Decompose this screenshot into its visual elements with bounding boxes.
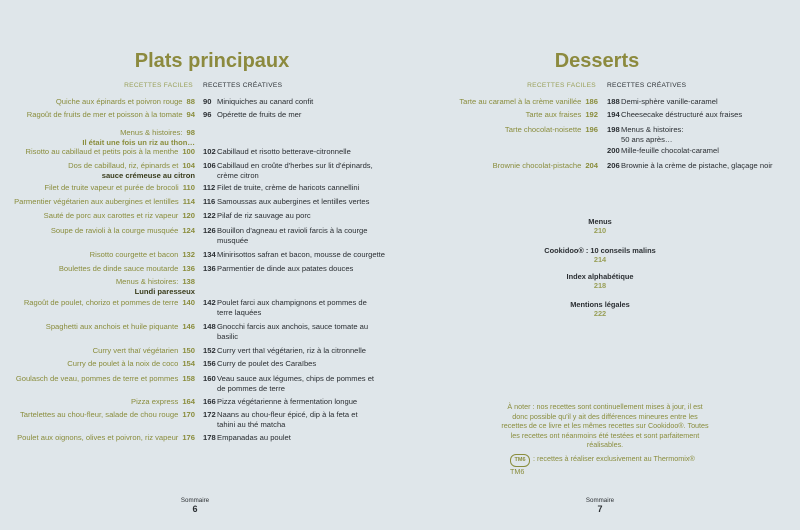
recipe-title: Pizza express [131,397,179,406]
recipe-title: Tarte chocolat-noisette [504,125,582,134]
creative-recipe-entry [203,147,351,157]
recipe-title: Dos de cabillaud, riz, épinards et [68,161,179,170]
recipe-page: 102 [203,147,216,156]
recipe-title: Parmentier végétarien aux aubergines et lentilles [14,197,179,206]
recipe-page: 156 [203,359,216,368]
extra-section-entry [400,246,800,264]
recipe-page: 196 [585,125,598,134]
easy-recipe-entry [45,183,196,193]
tm6-icon: TM6 [510,454,530,467]
recipe-page: 186 [585,97,598,106]
recipe-title: Minirisottos safran et bacon, mousse de courgette [217,250,385,259]
recipe-page: 198 [607,125,620,134]
creative-recipe-entry [607,125,683,144]
creative-recipe-entry [607,110,742,120]
recipe-title: Samoussas aux aubergines et lentilles vertes [217,197,370,206]
creative-recipe-entry [203,374,374,393]
recipe-page: 136 [203,264,216,273]
recipe-title: Opérette de fruits de mer [217,110,302,119]
recipe-page: 132 [182,250,195,259]
creative-recipe-entry [203,226,367,245]
recipe-page: 126 [203,226,216,235]
recipe-page: 98 [186,128,195,137]
recipe-page: 134 [203,250,216,259]
recipe-page: 100 [182,147,195,156]
recipe-title: Brownie à la crème de pistache, glaçage noir [621,161,773,170]
easy-recipe-entry [14,197,195,207]
easy-recipe-entry [505,125,598,135]
creative-recipe-entry [203,264,353,274]
creative-recipe-entry [203,298,367,317]
recipe-title: Curry de poulet des Caraïbes [217,359,317,368]
recipe-page: 164 [182,397,195,406]
recipe-title: Menus & histoires: [120,128,183,137]
recipe-page: 194 [607,110,620,119]
easy-recipe-entry [24,298,195,308]
easy-recipe-entry [20,410,195,420]
recipe-page: 106 [203,161,216,170]
recipe-title: Demi-sphère vanille-caramel [621,97,718,106]
section-title: Desserts [554,50,640,72]
recipe-title: Tartelettes au chou-fleur, salade de chou rouge [20,410,179,419]
easy-recipe-entry [93,346,195,356]
recipe-title: Cabillaud et risotto betterave-citronnelle [217,147,351,156]
extra-section-page: 214 [593,255,607,264]
easy-recipe-entry [131,397,195,407]
column-header-creative: RECETTES CRÉATIVES [203,82,283,89]
easy-recipe-entry [27,110,195,120]
recipe-page: 170 [182,410,195,419]
creative-recipe-entry [203,359,316,369]
column-header-creative: RECETTES CRÉATIVES [607,82,687,89]
creative-recipe-entry [203,346,366,356]
recipe-page: 178 [203,433,216,442]
creative-recipe-entry [203,183,359,193]
recipe-title: Quiche aux épinards et poivron rouge [55,97,183,106]
recipe-page: 176 [182,433,195,442]
recipe-subtitle: Lundi paresseux [134,286,195,296]
recipe-page: 204 [585,161,598,170]
recipe-title-cont: basilic [217,331,239,341]
tm6-legend [510,454,710,476]
page-footer [0,497,395,514]
easy-recipe-entry [26,147,195,157]
recipe-page: 172 [203,410,216,419]
recipe-page: 150 [182,346,195,355]
easy-recipe-entry [59,264,195,274]
recipe-title: Menus & histoires: [621,125,684,134]
recipe-page: 158 [182,374,195,383]
extra-section-entry [400,272,800,290]
page-number: 6 [192,504,198,514]
tm6-legend-text: : recettes à réaliser exclusivement au Thermomix® TM6 [510,454,695,476]
recipe-page: 166 [203,397,216,406]
creative-recipe-entry [203,197,369,207]
easy-recipe-entry [51,226,195,236]
recipe-page: 146 [182,322,195,331]
recipe-page: 88 [186,97,195,106]
column-header-easy: RECETTES FACILES [124,82,193,89]
recipe-page: 200 [607,146,620,155]
creative-recipe-entry [203,110,301,120]
extra-section-title: Index alphabétique [566,272,634,281]
recipe-subtitle: sauce crémeuse au citron [101,170,195,180]
recipe-page: 90 [203,97,212,106]
recipe-title: Curry de poulet à la noix de coco [67,359,179,368]
recipe-title: Spaghetti aux anchois et huile piquante [45,322,179,331]
recipe-page: 148 [203,322,216,331]
easy-recipe-entry [526,110,598,120]
recipe-page: 122 [203,211,216,220]
creative-recipe-entry [203,97,313,107]
recipe-page: 120 [182,211,195,220]
easy-recipe-entry [67,359,195,369]
recipe-title: Curry vert thaï végétarien [92,346,179,355]
recipe-page: 94 [186,110,195,119]
easy-recipe-entry [116,277,195,296]
recipe-title-cont: tahini au thé matcha [217,419,286,429]
recipe-title-cont: 50 ans après… [621,134,673,144]
page-number: 7 [597,504,603,514]
recipe-title: Risotto courgette et bacon [89,250,179,259]
recipe-title: Filet de truite, crème de haricots cannellini [217,183,360,192]
recipe-page: 192 [585,110,598,119]
recipe-page: 114 [182,197,195,206]
recipe-title: Soupe de ravioli à la courge musquée [50,226,179,235]
creative-recipe-entry [203,161,373,180]
recipe-title: Cabillaud en croûte d'herbes sur lit d'épinards, [217,161,373,170]
easy-recipe-entry [82,128,195,147]
recipe-page: 110 [182,183,195,192]
recipe-title: Pilaf de riz sauvage au porc [217,211,311,220]
recipe-page: 138 [182,277,195,286]
creative-recipe-entry [607,161,773,171]
recipe-title: Poulet farci aux champignons et pommes de [217,298,367,307]
easy-recipe-entry [56,97,195,107]
page-footer [400,497,800,514]
recipe-title: Poulet aux oignons, olives et poivron, riz vapeur [17,433,179,442]
footer-label: Sommaire [180,497,210,504]
recipe-title: Ragoût de poulet, chorizo et pommes de terre [23,298,179,307]
recipe-title: Menus & histoires: [115,277,179,286]
creative-recipe-entry [203,410,358,429]
recipe-title-cont: crème citron [217,170,259,180]
column-header-easy: RECETTES FACILES [527,82,596,89]
easy-recipe-entry [44,211,195,221]
recipe-title: Pizza végétarienne à fermentation longue [217,397,358,406]
recipe-title: Tarte au caramel à la crème vanillée [459,97,582,106]
recipe-title: Curry vert thaï végétarien, riz à la citronnelle [217,346,366,355]
recipe-page: 160 [203,374,216,383]
recipe-page: 124 [182,226,195,235]
recipe-page: 206 [607,161,620,170]
recipe-title: Empanadas au poulet [217,433,291,442]
recipe-title: Gnocchi farcis aux anchois, sauce tomate au [217,322,369,331]
recipe-page: 152 [203,346,216,355]
recipe-title: Naans au chou-fleur épicé, dip à la feta et [217,410,358,419]
recipe-title-cont: terre laquées [217,307,262,317]
recipe-title: Brownie chocolat-pistache [492,161,582,170]
easy-recipe-entry [90,250,195,260]
recipe-page: 96 [203,110,212,119]
extra-section-page: 218 [593,281,607,290]
recipe-page: 154 [182,359,195,368]
extra-section-title: Menus [588,217,612,226]
recipe-title: Miniquiches au canard confit [217,97,314,106]
recipe-title: Ragoût de fruits de mer et poisson à la tomate [26,110,183,119]
recipe-page: 140 [182,298,195,307]
easy-recipe-entry [16,374,195,384]
easy-recipe-entry [493,161,598,171]
extra-section-page: 222 [593,309,607,318]
extra-section-entry [400,300,800,318]
recipe-title-cont: de pommes de terre [217,383,285,393]
recipe-title: Risotto au cabillaud et petits pois à la menthe [25,147,179,156]
creative-recipe-entry [607,97,718,107]
recipe-page: 112 [203,183,216,192]
recipe-title: Sauté de porc aux carottes et riz vapeur [43,211,179,220]
footer-label: Sommaire [585,497,615,504]
creative-recipe-entry [203,322,368,341]
recipe-title-cont: musquée [217,235,249,245]
creative-recipe-entry [607,146,719,156]
creative-recipe-entry [203,397,357,407]
recipe-title: Boulettes de dinde sauce moutarde [58,264,179,273]
recipe-title: Cheesecake déstructuré aux fraises [621,110,743,119]
update-note: À noter : nos recettes sont continuellement mises à jour, il est donc possible qu'il y ait des différences mineures entre les recettes de ce livre et les mêmes recettes sur Cookidoo®. Toutes les recettes ont néanmoins été testées et sont parfaitement réalisables. [501,402,709,449]
easy-recipe-entry [459,97,598,107]
recipe-page: 142 [203,298,216,307]
extra-section-entry [400,217,800,235]
recipe-title: Bouillon d'agneau et ravioli farcis à la courge [217,226,368,235]
section-title: Plats principaux [134,50,290,72]
recipe-title: Parmentier de dinde aux patates douces [217,264,354,273]
recipe-title: Goulasch de veau, pommes de terre et pommes [15,374,179,383]
extra-section-page: 210 [593,226,607,235]
recipe-title: Tarte aux fraises [525,110,582,119]
easy-recipe-entry [68,161,195,180]
right-page [400,0,800,530]
recipe-page: 188 [607,97,620,106]
extra-section-title: Cookidoo® : 10 conseils malins [544,246,656,255]
recipe-title: Mille-feuille chocolat-caramel [621,146,719,155]
recipe-title: Veau sauce aux légumes, chips de pommes et [217,374,375,383]
creative-recipe-entry [203,211,311,221]
recipe-page: 136 [182,264,195,273]
easy-recipe-entry [17,433,195,443]
creative-recipe-entry [203,433,291,443]
recipe-subtitle: Il était une fois un riz au thon… [82,137,195,147]
recipe-title: Filet de truite vapeur et purée de brocoli [44,183,179,192]
extra-section-title: Mentions légales [570,300,630,309]
recipe-page: 116 [203,197,216,206]
easy-recipe-entry [46,322,195,332]
recipe-page: 104 [182,161,195,170]
creative-recipe-entry [203,250,385,260]
